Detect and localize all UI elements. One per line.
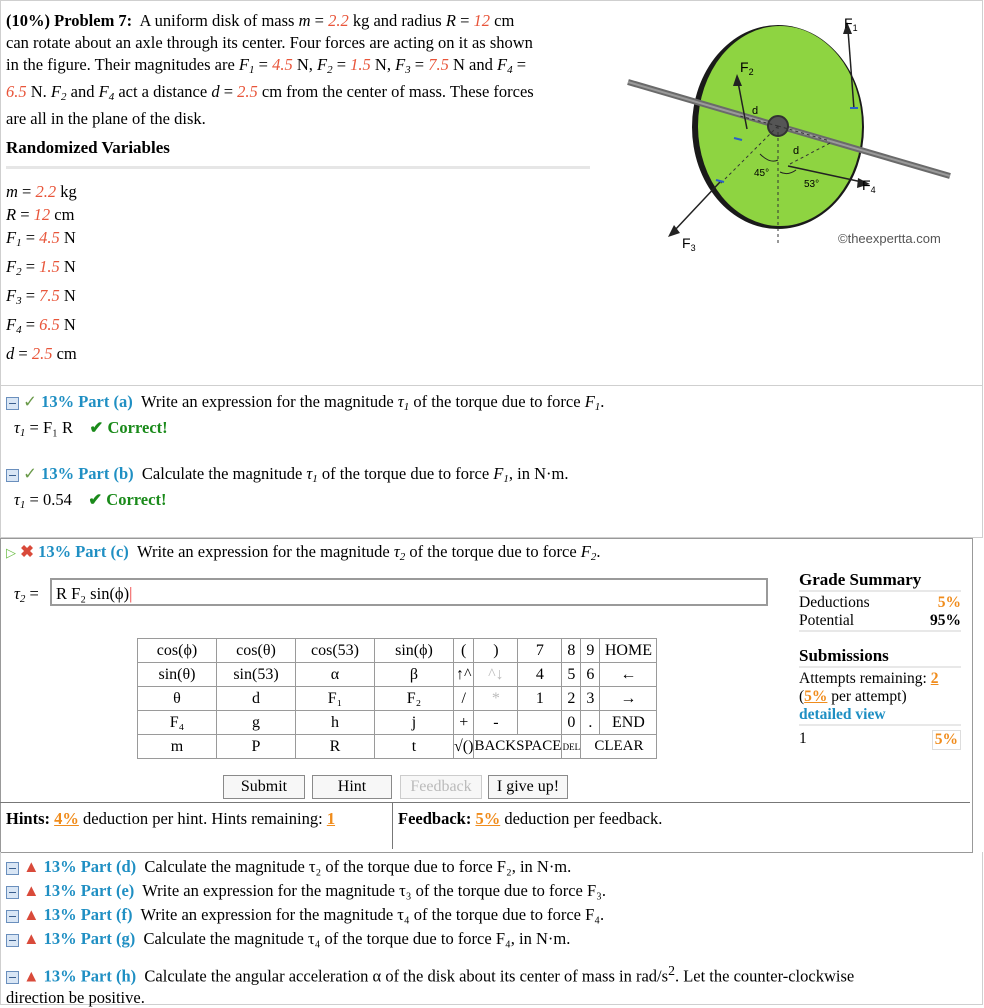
part-text: direction be positive. [6, 987, 145, 1007]
keypad-key[interactable]: BACKSPACE [474, 735, 562, 759]
F1-label: $F_1$ [844, 15, 858, 33]
warning-icon: ▲ [23, 966, 40, 986]
sym: τ [397, 392, 404, 411]
unit: N [452, 55, 465, 74]
part-d-header[interactable] [6, 855, 606, 879]
eq: = [314, 11, 324, 30]
F2-value: 1.5 [350, 55, 371, 74]
deductions-value: 5% [937, 594, 961, 611]
sub: 1 [503, 473, 509, 485]
unit: N [63, 315, 76, 334]
sub: 2 [399, 551, 406, 563]
sym: R [445, 11, 456, 30]
d-label: d [793, 145, 800, 157]
sym: τ [393, 542, 400, 561]
problem-title: Problem 7: [54, 11, 133, 30]
variable-value: 4.5 [39, 228, 60, 247]
unit: cm [54, 205, 75, 224]
F3-value: 7.5 [428, 55, 449, 74]
keypad-symbols [137, 638, 454, 759]
problem-percent: (10%) [6, 11, 50, 30]
F3-arrow [674, 182, 720, 231]
part-g-header[interactable] [6, 927, 606, 951]
sym: τ [14, 584, 20, 603]
disk-figure [600, 4, 980, 264]
keypad-key[interactable]: + [454, 711, 474, 735]
collapse-icon[interactable] [6, 910, 19, 923]
give-up-button[interactable]: I give up! [488, 775, 568, 799]
part-text: , in N·m. [508, 464, 569, 483]
keypad-key[interactable]: g [217, 711, 296, 735]
part-text: Write an expression for the magnitude [140, 392, 394, 411]
variable-value: 2.5 [31, 344, 53, 363]
collapse-icon[interactable] [6, 971, 19, 984]
answer-value: = F₁ R [29, 418, 74, 437]
eq: = [460, 11, 470, 30]
part-label: Part (d) [80, 857, 137, 876]
feedback-button[interactable]: Feedback [400, 775, 482, 799]
problem-text: and radius [373, 11, 442, 30]
sub: 1 [19, 499, 26, 511]
variable-value: 2.2 [35, 182, 57, 201]
keypad-key[interactable]: 9 [581, 639, 600, 663]
submission-deduction: 5% [932, 730, 961, 750]
part-f-header[interactable] [6, 903, 606, 927]
check-icon: ✓ [23, 464, 37, 483]
randomized-row: $F_2 = 1.5$ N [6, 257, 76, 278]
grade-summary: Grade Summary Deductions 5% Potential 95% Submissions Attempts remaining: 2 (5% per attempt) detailed view 1 5% [799, 570, 961, 748]
per-attempt-text: per attempt) [831, 688, 907, 705]
part-percent: 13% [38, 542, 72, 561]
part-h[interactable] [6, 960, 966, 1008]
randomized-row: m = 2.2 kg [6, 182, 77, 201]
superscript: 2 [668, 963, 675, 978]
part-text: . Let the counter-clockwise [674, 966, 855, 986]
randomized-heading: Randomized Variables [6, 138, 170, 157]
variable-value: 6.5 [39, 315, 60, 334]
unit: N [30, 82, 43, 101]
keypad-key[interactable]: * [474, 687, 518, 711]
warning-icon: ▲ [23, 857, 40, 876]
sym: τ [14, 418, 20, 437]
submissions-title: Submissions [799, 646, 961, 668]
keypad-key[interactable]: 5 [562, 663, 581, 687]
part-percent: 13% [43, 929, 77, 948]
keypad-key[interactable]: / [454, 687, 474, 711]
variable-value: 1.5 [39, 257, 60, 276]
sym: F [584, 392, 595, 411]
keypad-key[interactable]: ↑^ [454, 663, 474, 687]
collapse-icon[interactable] [6, 862, 19, 875]
part-label: Part (c) [75, 542, 129, 561]
attempts-value: 2 [930, 670, 939, 687]
keypad-key[interactable]: h [296, 711, 375, 735]
part-percent: 13% [41, 392, 75, 411]
angle-45-label: 45° [754, 168, 770, 179]
collapse-icon[interactable] [6, 886, 19, 899]
divider [0, 802, 970, 803]
keypad-key[interactable]: ^↓ [474, 663, 518, 687]
unit: N [296, 55, 309, 74]
problem-text: A uniform disk of mass [139, 11, 295, 30]
part-text: of the torque due to force [321, 464, 490, 483]
keypad-key[interactable]: d [217, 687, 296, 711]
part-text: of the torque due to force [413, 392, 581, 411]
d-label: d [752, 105, 759, 117]
part-percent: 13% [43, 966, 77, 986]
part-text: Calculate the magnitude τ₄ of the torque due to force F₄, in N·m. [143, 929, 571, 948]
variable-value: 12 [33, 205, 51, 224]
keypad-key[interactable]: 2 [562, 687, 581, 711]
keypad-key[interactable]: F₄ [138, 711, 217, 735]
keypad-numeric [453, 638, 657, 759]
keypad-key[interactable]: . [581, 711, 600, 735]
hints-remaining: 1 [326, 809, 336, 828]
keypad-key[interactable]: cos(θ) [217, 639, 296, 663]
keypad-key[interactable]: β [375, 663, 454, 687]
sub: 1 [19, 427, 26, 439]
F2-label: $F_2$ [740, 59, 754, 77]
warning-icon: ▲ [23, 929, 40, 948]
feedback-text: deduction per feedback. [504, 809, 663, 828]
part-label: Part (b) [78, 464, 134, 483]
answer-lhs [14, 584, 39, 605]
keypad-key[interactable]: P [217, 735, 296, 759]
keypad-key[interactable]: 6 [581, 663, 600, 687]
potential-value: 95% [930, 612, 961, 629]
randomized-list [6, 180, 77, 365]
deductions-label: Deductions [799, 594, 870, 611]
grade-title: Grade Summary [799, 570, 961, 592]
problem-statement: (10%) Problem 7: A uniform disk of mass m = 2.2 kg and radius R = 12 cm can rotate about an axle through its center. Four forces are acting on it as shown in the figure. Their magnitudes are $F_1 = 4.5$ N, $F_2 = 1.5$ N, $F_3 = 7.5$ N and $F_4$ = 6.5 N. $F_2$ and $F_4$ act a distance d = 2.5 cm from the center of mass. These forces are all in the plane of the disk. [6, 10, 606, 130]
part-text: . [596, 542, 601, 561]
correct-status: ✔ Correct! [89, 418, 168, 437]
keypad-key[interactable]: END [600, 711, 657, 735]
remaining-parts [6, 855, 606, 951]
keypad-key[interactable]: m [138, 735, 217, 759]
sym: τ [306, 464, 313, 483]
problem-text: and [469, 55, 493, 74]
sym: d [211, 82, 220, 101]
hints-label: Hints: [6, 809, 51, 828]
part-text: Calculate the magnitude [141, 464, 303, 483]
sym: F [580, 542, 591, 561]
submission-number: 1 [799, 730, 807, 747]
sub: 1 [403, 401, 410, 413]
part-text: Write an expression for the magnitude [137, 542, 390, 561]
sym: m [298, 11, 311, 30]
F1-value: 4.5 [272, 55, 293, 74]
keypad-key[interactable] [518, 711, 562, 735]
incorrect-icon: ✖ [20, 542, 34, 561]
correct-status: ✔ Correct! [88, 490, 167, 509]
keypad-key[interactable]: 0 [562, 711, 581, 735]
keypad-key[interactable]: sin(θ) [138, 663, 217, 687]
part-c-header[interactable] [6, 542, 601, 563]
feedback-info [398, 809, 662, 829]
unit: N [63, 228, 76, 247]
per-attempt-pct: 5% [804, 688, 828, 705]
sub: 1 [312, 473, 318, 485]
sub: 2 [19, 593, 26, 605]
hints-info [6, 809, 335, 829]
keypad-key[interactable]: 1 [518, 687, 562, 711]
collapse-icon[interactable] [6, 469, 19, 482]
keypad-key[interactable]: 7 [518, 639, 562, 663]
problem-text: and [70, 82, 95, 101]
detailed-view-link[interactable]: detailed view [799, 706, 961, 726]
hints-text: deduction per hint. Hints remaining: [83, 809, 323, 828]
keypad-key[interactable]: θ [138, 687, 217, 711]
warning-icon: ▲ [23, 905, 40, 924]
keypad-key[interactable]: α [296, 663, 375, 687]
keypad-key[interactable]: F₁ [296, 687, 375, 711]
keypad-key[interactable]: HOME [600, 639, 657, 663]
unit: N [63, 257, 76, 276]
part-label: Part (e) [80, 881, 135, 900]
part-label: Part (a) [78, 392, 133, 411]
keypad-key[interactable]: DEL [562, 735, 581, 759]
part-percent: 13% [41, 464, 75, 483]
keypad-key[interactable]: t [375, 735, 454, 759]
randomized-row: d = 2.5 cm [6, 344, 77, 363]
d-value: 2.5 [237, 82, 258, 101]
keypad-key[interactable]: R [296, 735, 375, 759]
unit: N [374, 55, 387, 74]
warning-icon: ▲ [23, 881, 40, 900]
part-text: of the torque due to force [409, 542, 577, 561]
problem-text: act a distance [118, 82, 208, 101]
part-text: . [600, 392, 605, 411]
problem-text: can rotate about an axle through its center. Four forces are acting on it as shown [6, 33, 533, 52]
keypad-key[interactable]: → [600, 687, 657, 711]
expand-arrow-icon[interactable]: ▷ [6, 545, 16, 560]
part-label: Part (g) [80, 929, 136, 948]
part-a-header[interactable] [6, 392, 604, 413]
keypad-key[interactable]: √() [454, 735, 474, 759]
unit: cm [56, 344, 77, 363]
part-percent: 13% [43, 857, 77, 876]
keypad-key[interactable]: ← [600, 663, 657, 687]
keypad-key[interactable]: ) [474, 639, 518, 663]
part-b-header[interactable] [6, 464, 568, 485]
problem-text: cm from the center of mass. These forces [261, 82, 534, 101]
part-label: Part (f) [80, 905, 133, 924]
hint-deduction: 4% [54, 809, 79, 828]
keypad-key[interactable]: F₂ [375, 687, 454, 711]
randomized-row: R = 12 cm [6, 205, 75, 224]
keypad-key[interactable]: 4 [518, 663, 562, 687]
sym: F [493, 464, 504, 483]
keypad-key[interactable]: j [375, 711, 454, 735]
randomized-row: $F_4 = 6.5$ N [6, 315, 76, 336]
keypad-key[interactable]: CLEAR [581, 735, 657, 759]
hint-button[interactable]: Hint [312, 775, 392, 799]
randomized-row: $F_3 = 7.5$ N [6, 286, 76, 307]
part-percent: 13% [43, 881, 77, 900]
collapse-icon[interactable] [6, 397, 19, 410]
feedback-label: Feedback: [398, 809, 472, 828]
attempts-label: Attempts remaining: [799, 670, 927, 687]
check-icon: ✓ [23, 392, 37, 411]
text-cursor: | [129, 584, 133, 603]
answer-input[interactable] [50, 578, 768, 606]
divider [6, 166, 590, 169]
sym: τ [14, 490, 20, 509]
answer-input-value: R F₂ sin(ϕ) [56, 584, 130, 603]
sub: 1 [594, 401, 601, 413]
collapse-icon[interactable] [6, 934, 19, 947]
keypad-key[interactable]: ( [454, 639, 474, 663]
potential-label: Potential [799, 612, 855, 629]
unit: kg [352, 11, 370, 30]
part-a-answer [14, 418, 168, 439]
answer-value: = 0.54 [29, 490, 72, 509]
keypad-key[interactable]: sin(ϕ) [375, 639, 454, 663]
part-b-answer [14, 490, 166, 511]
part-e-header[interactable] [6, 879, 606, 903]
unit: kg [60, 182, 77, 201]
problem-text: in the figure. Their magnitudes are [6, 55, 235, 74]
sub: 2 [590, 551, 597, 563]
part-text: Write an expression for the magnitude τ₄ of the torque due to force F₄. [140, 905, 605, 924]
keypad-key[interactable]: cos(53) [296, 639, 375, 663]
unit: cm [494, 11, 515, 30]
m-value: 2.2 [328, 11, 349, 30]
F4-label: $F_4$ [862, 177, 876, 195]
keypad-key[interactable]: sin(53) [217, 663, 296, 687]
keypad-key[interactable]: - [474, 711, 518, 735]
submit-button[interactable]: Submit [223, 775, 305, 799]
angle-53-label: 53° [804, 179, 820, 190]
part-text: Calculate the magnitude τ₂ of the torque due to force F₂, in N·m. [144, 857, 572, 876]
keypad-key[interactable]: 3 [581, 687, 600, 711]
R-value: 12 [473, 11, 490, 30]
keypad-key[interactable]: 8 [562, 639, 581, 663]
eq: = [29, 584, 39, 603]
part-label: Part (h) [80, 966, 137, 986]
randomized-row: $F_1 = 4.5$ N [6, 228, 76, 249]
keypad-key[interactable]: cos(ϕ) [138, 639, 217, 663]
divider [392, 803, 393, 849]
variable-value: 7.5 [39, 286, 60, 305]
F4-value: 6.5 [6, 82, 27, 101]
part-text: Calculate the angular acceleration α of the disk about its center of mass in rad/s [144, 966, 669, 986]
part-percent: 13% [43, 905, 77, 924]
unit: N [63, 286, 76, 305]
feedback-deduction: 5% [475, 809, 501, 828]
part-text: Write an expression for the magnitude τ₃ of the torque due to force F₃. [142, 881, 607, 900]
problem-text: are all in the plane of the disk. [6, 109, 206, 128]
copyright: ©theexpertta.com [838, 231, 941, 246]
F3-label: $F_3$ [682, 235, 696, 253]
